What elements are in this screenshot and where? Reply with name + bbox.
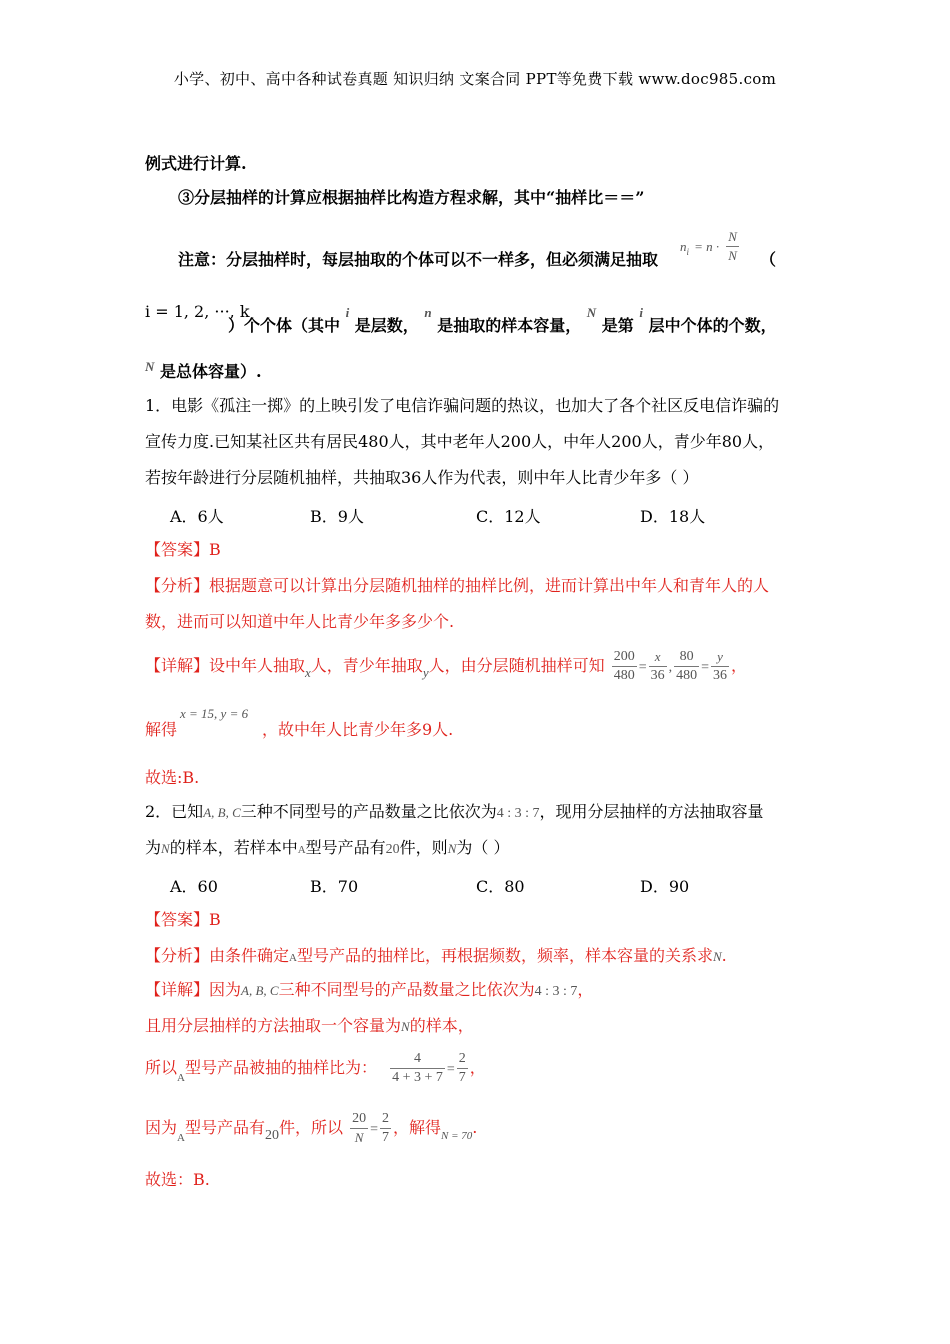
paren-open: （ (760, 250, 777, 269)
q2-line-2: 为N的样本，若样本中A型号产品有20件，则N为（ ） (145, 838, 510, 857)
q2-answer: 【答案】B (145, 910, 221, 929)
fraction-y-36: $\frac{y}{36}$ (713, 649, 728, 683)
fraction-80-480: $\frac{80}{480}$ (676, 649, 698, 683)
fraction-200-480: $\frac{200}{480}$ (613, 649, 635, 683)
page-header: 小学、初中、高中各种试卷真题 知识归纳 文案合同 PPT等免费下载 www.doc985.com (173, 70, 777, 88)
intro-note-line (178, 248, 658, 272)
q1-solve-value: x = 15, y = 6 (180, 706, 249, 721)
q1-line-2: 宣传力度.已知某社区共有居民480人，其中老年人200人，中年人200人，青少年80人， (145, 432, 775, 451)
q2-option-d: D．90 (640, 877, 690, 896)
q1-analysis-2: 数，进而可以知道中年人比青少年多多少个. (145, 612, 455, 631)
q2-detail-3: 所以$_A$型号产品被抽的抽样比为： $\frac{4}{4 + 3 + 7}$ = $\frac{2}{7}$ ， (145, 1051, 486, 1085)
q2-detail-2: 且用分层抽样的方法抽取一个容量为N的样本， (145, 1016, 474, 1035)
q2-detail-1: 【详解】因为A, B, C三种不同型号的产品数量之比依次为4 : 3 : 7， (145, 980, 594, 999)
intro-line-2: ③分层抽样的计算应根据抽样比构造方程求解，其中“抽样比＝＝” (178, 188, 645, 207)
q2-line-1: 2．已知A, B, C三种不同型号的产品数量之比依次为4 : 3 : 7，现用分层抽样的方法抽取容量 (145, 802, 764, 821)
q1-pick: 故选:B. (145, 768, 200, 787)
note-text: 注意：分层抽样时，每层抽取的个体可以不一样多，但必须满足抽取 (178, 250, 659, 269)
q2-option-b: B．70 (310, 877, 359, 896)
q1-line-3: 若按年龄进行分层随机抽样，共抽取36人作为代表，则中年人比青少年多（ ） (145, 468, 699, 487)
fraction-2-7: $\frac{2}{7}$ (458, 1051, 466, 1085)
fraction-Ni-over-N: $\frac{N}{N}$ (728, 229, 737, 263)
q1-option-d: D．18人 (640, 507, 706, 526)
note-formula: $n_i = n$ · $\frac{N}{N}$ (680, 229, 737, 263)
range-formula: i = 1, 2, ···, k (145, 302, 250, 321)
q1-option-c: C．12人 (476, 507, 541, 526)
q1-answer: 【答案】B (145, 540, 221, 559)
intro-line-4: ）个个体（其中 $^i$ 是层数， $^n$ 是抽取的样本容量， $^N$ 是第 $^i$ 层中个体的个数， (228, 305, 777, 335)
q1-option-b: B．9人 (310, 507, 364, 526)
q1-detail: 【详解】设中年人抽取$_x$人，青少年抽取$_y$人，由分层随机抽样可知 $\frac{200}{480}$ = $\frac{x}{36}$ , $\frac{80}{480}$ = $\frac{y}{36}$ ， (145, 649, 748, 683)
q1-solve-label: 解得 (145, 720, 178, 739)
intro-line-1: 例式进行计算. (145, 154, 247, 173)
q2-pick: 故选：B. (145, 1170, 210, 1189)
q1-analysis-1: 【分析】根据题意可以计算出分层随机抽样的抽样比例，进而计算出中年人和青年人的人 (145, 576, 770, 595)
q2-detail-4: 因为$_A$型号产品有20件，所以 $\frac{20}{N}$ = $\frac{2}{7}$ ，解得$_{N = 70}$. (145, 1111, 478, 1145)
fraction-20-N: $\frac{20}{N}$ (352, 1111, 367, 1145)
fraction-4-over-sum: $\frac{4}{4 + 3 + 7}$ (392, 1051, 443, 1085)
fraction-2-7-b: $\frac{2}{7}$ (382, 1111, 389, 1145)
q1-solve-text: ，故中年人比青少年多9人. (262, 720, 454, 739)
q1-option-a: A．6人 (170, 507, 224, 526)
q1-line-1: 1．电影《孤注一掷》的上映引发了电信诈骗问题的热议，也加大了各个社区反电信诈骗的 (145, 396, 780, 415)
q2-option-a: A．60 (170, 877, 218, 896)
fraction-x-36: $\frac{x}{36}$ (650, 649, 665, 683)
q2-analysis: 【分析】由条件确定A型号产品的抽样比，再根据频数，频率，样本容量的关系求N. (145, 946, 727, 965)
intro-line-5: $^N$ 是总体容量）. (145, 359, 262, 381)
q2-option-c: C．80 (476, 877, 525, 896)
